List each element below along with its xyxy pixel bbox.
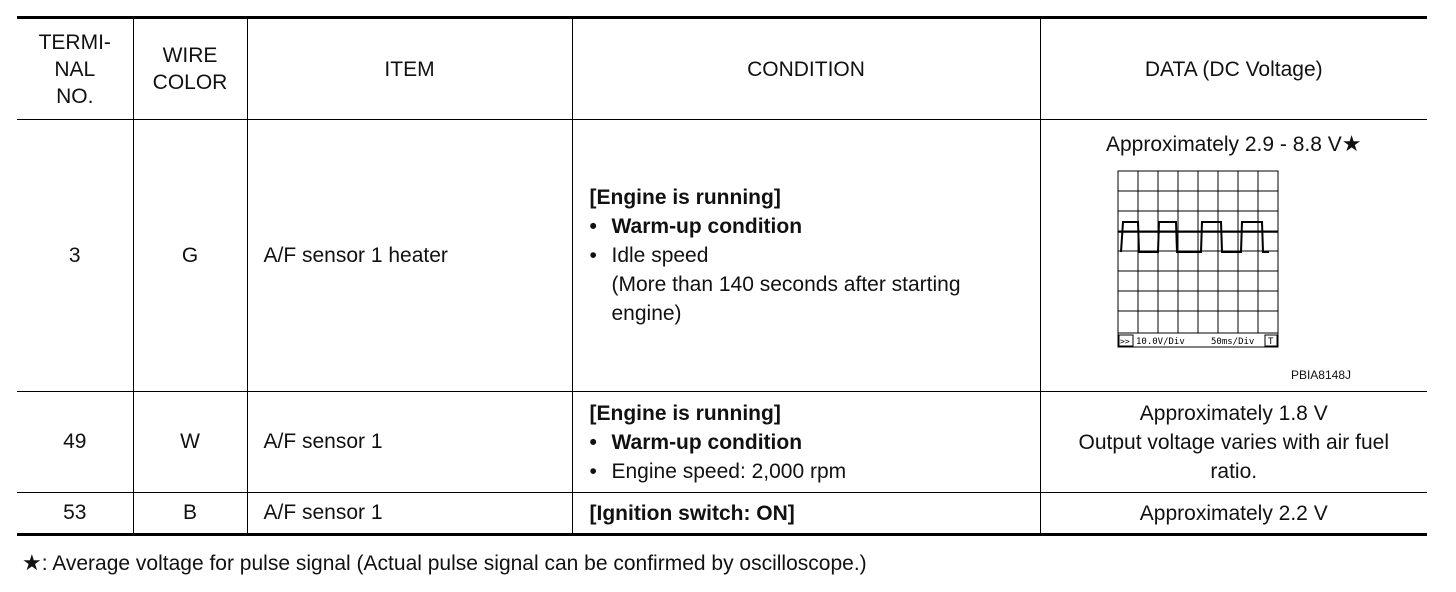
condition-bullet-text: Idle speed: [611, 244, 709, 267]
table-row: [17, 392, 1427, 493]
header-terminal-line2: NAL: [54, 57, 96, 81]
wire-cell: G: [133, 120, 247, 392]
header-wire-line2: COLOR: [152, 71, 228, 94]
footnote-text: : Average voltage for pulse signal (Actual pulse signal can be confirmed by oscilloscope.): [41, 552, 867, 575]
data-line: Approximately 1.8 V: [1139, 401, 1328, 425]
bullet-dot: •: [589, 215, 597, 238]
condition-cell: [572, 120, 1040, 392]
condition-bullet-text: Warm-up condition: [611, 215, 803, 238]
header-item: ITEM: [247, 18, 572, 120]
pulse-trace: [1121, 222, 1269, 252]
terminal-cell: 53: [17, 493, 133, 535]
condition-sub-line: engine): [611, 302, 682, 325]
header-condition: CONDITION: [572, 18, 1040, 120]
condition-bullet: [590, 212, 1030, 241]
header-wire: [133, 18, 247, 120]
condition-bullet-text: Engine speed: 2,000 rpm: [611, 459, 847, 483]
condition-sub-line: (More than 140 seconds after starting: [611, 273, 961, 296]
scope-trigger: T: [1267, 336, 1273, 347]
scope-volt-div: 10.0V/Div: [1135, 336, 1185, 347]
star-icon: ★: [22, 550, 42, 575]
terminal-cell: 49: [17, 392, 133, 493]
condition-title: [Engine is running]: [589, 186, 781, 209]
condition-title: [Ignition switch: ON]: [589, 501, 795, 525]
table-row: [17, 493, 1427, 535]
data-cell: Approximately 2.2 V: [1040, 493, 1427, 535]
condition-bullet-text: Warm-up condition: [611, 430, 803, 454]
wire-cell: W: [133, 392, 247, 493]
figure-id: PBIA8148J: [1290, 367, 1351, 382]
header-terminal: [17, 18, 133, 120]
data-value: [1041, 129, 1428, 159]
footnote: [22, 550, 867, 576]
header-terminal-line1: TERMI-: [38, 30, 111, 54]
condition-title: [Engine is running]: [589, 401, 781, 425]
bullet-dot: •: [589, 459, 597, 483]
scope-time-div: 50ms/Div: [1210, 336, 1254, 347]
data-cell: [1040, 392, 1427, 493]
item-cell: A/F sensor 1: [247, 493, 572, 535]
condition-bullet: [590, 457, 1030, 486]
item-cell: A/F sensor 1 heater: [247, 120, 572, 392]
header-row: [17, 18, 1427, 120]
data-line: ratio.: [1210, 459, 1258, 483]
header-wire-line1: WIRE: [162, 44, 218, 67]
table-row: [17, 120, 1427, 392]
condition-bullet: [590, 428, 1030, 457]
header-terminal-line3: NO.: [56, 84, 94, 108]
oscilloscope-figure: [1041, 121, 1428, 391]
scope-marker: >>: [1119, 336, 1130, 346]
terminal-cell: 3: [17, 120, 133, 392]
condition-bullet: [590, 241, 1030, 270]
wire-cell: B: [133, 493, 247, 535]
terminal-table: [17, 16, 1427, 536]
star-icon: ★: [1341, 130, 1362, 156]
oscilloscope-waveform: [1117, 170, 1281, 350]
data-value-text: Approximately 2.9 - 8.8 V: [1105, 132, 1342, 156]
bullet-dot: •: [589, 430, 597, 454]
condition-cell: [572, 392, 1040, 493]
data-cell: [1040, 120, 1427, 392]
item-cell: A/F sensor 1: [247, 392, 572, 493]
bullet-dot: •: [589, 244, 597, 267]
data-line: Output voltage varies with air fuel: [1078, 430, 1389, 454]
header-data: DATA (DC Voltage): [1040, 18, 1427, 120]
condition-cell: [572, 493, 1040, 535]
